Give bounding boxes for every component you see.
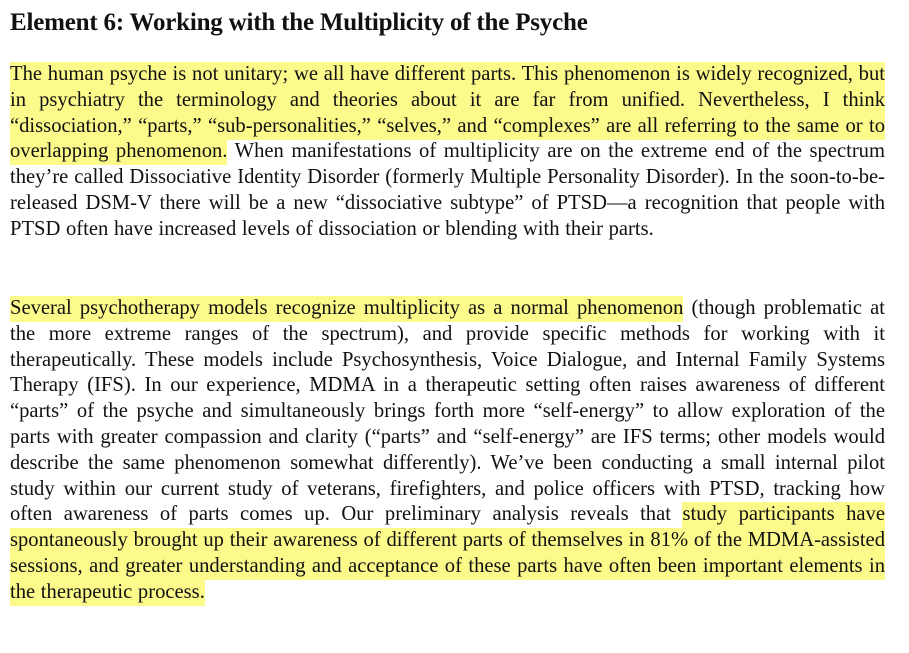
section-heading: Element 6: Working with the Multiplicity of the Psyche — [10, 9, 588, 36]
plain-text: (though problematic at the more extreme ranges of the spectrum), and provide specific methods for working with it therapeutically. These models include Psychosynthesis, Voice Dialogue, and Internal Family Systems Therapy (IFS). In our experience, MDMA in a therapeutic setting often raises awareness of different “parts” of the psyche and simultaneously brings forth more “self-energy” to allow exploration of the parts with greater compassion and clarity (“parts” and “self-energy” are IFS terms; other models would describe the same phenomenon somewhat differently). We’ve been conducting a small internal pilot study within our current study of veterans, firefighters, and police officers with PTSD, tracking how often awareness of parts comes up. Our preliminary analysis reveals that — [10, 297, 885, 526]
highlighted-text: Several psychotherapy models recognize multiplicity as a normal phenomenon — [10, 296, 683, 322]
highlighted-text: The human psyche is not unitary; we all have different parts. This phenomenon is widely recognized, but in psychiatry the terminology and theories about it are far from unified. Nevertheless, I think “dissociation,” “parts,” “sub-personalities,” “selves,” and “complexes” are all referring to the same or to overlapping phenomenon. — [10, 62, 885, 165]
paragraph-2 — [10, 296, 885, 606]
highlighted-text: study participants have spontaneously brought up their awareness of different parts of themselves in 81% of the MDMA-assisted sessions, and greater understanding and acceptance of these parts have often been important elements in the therapeutic process. — [10, 502, 885, 605]
paragraph-1 — [10, 62, 885, 243]
plain-text: When manifestations of multiplicity are on the extreme end of the spectrum they’re called Dissociative Identity Disorder (formerly Multiple Personality Disorder). In the soon-to-be-released DSM-V there will be a new “dissociative subtype” of PTSD—a recognition that people with PTSD often have increased levels of dissociation or blending with their parts. — [10, 140, 885, 240]
